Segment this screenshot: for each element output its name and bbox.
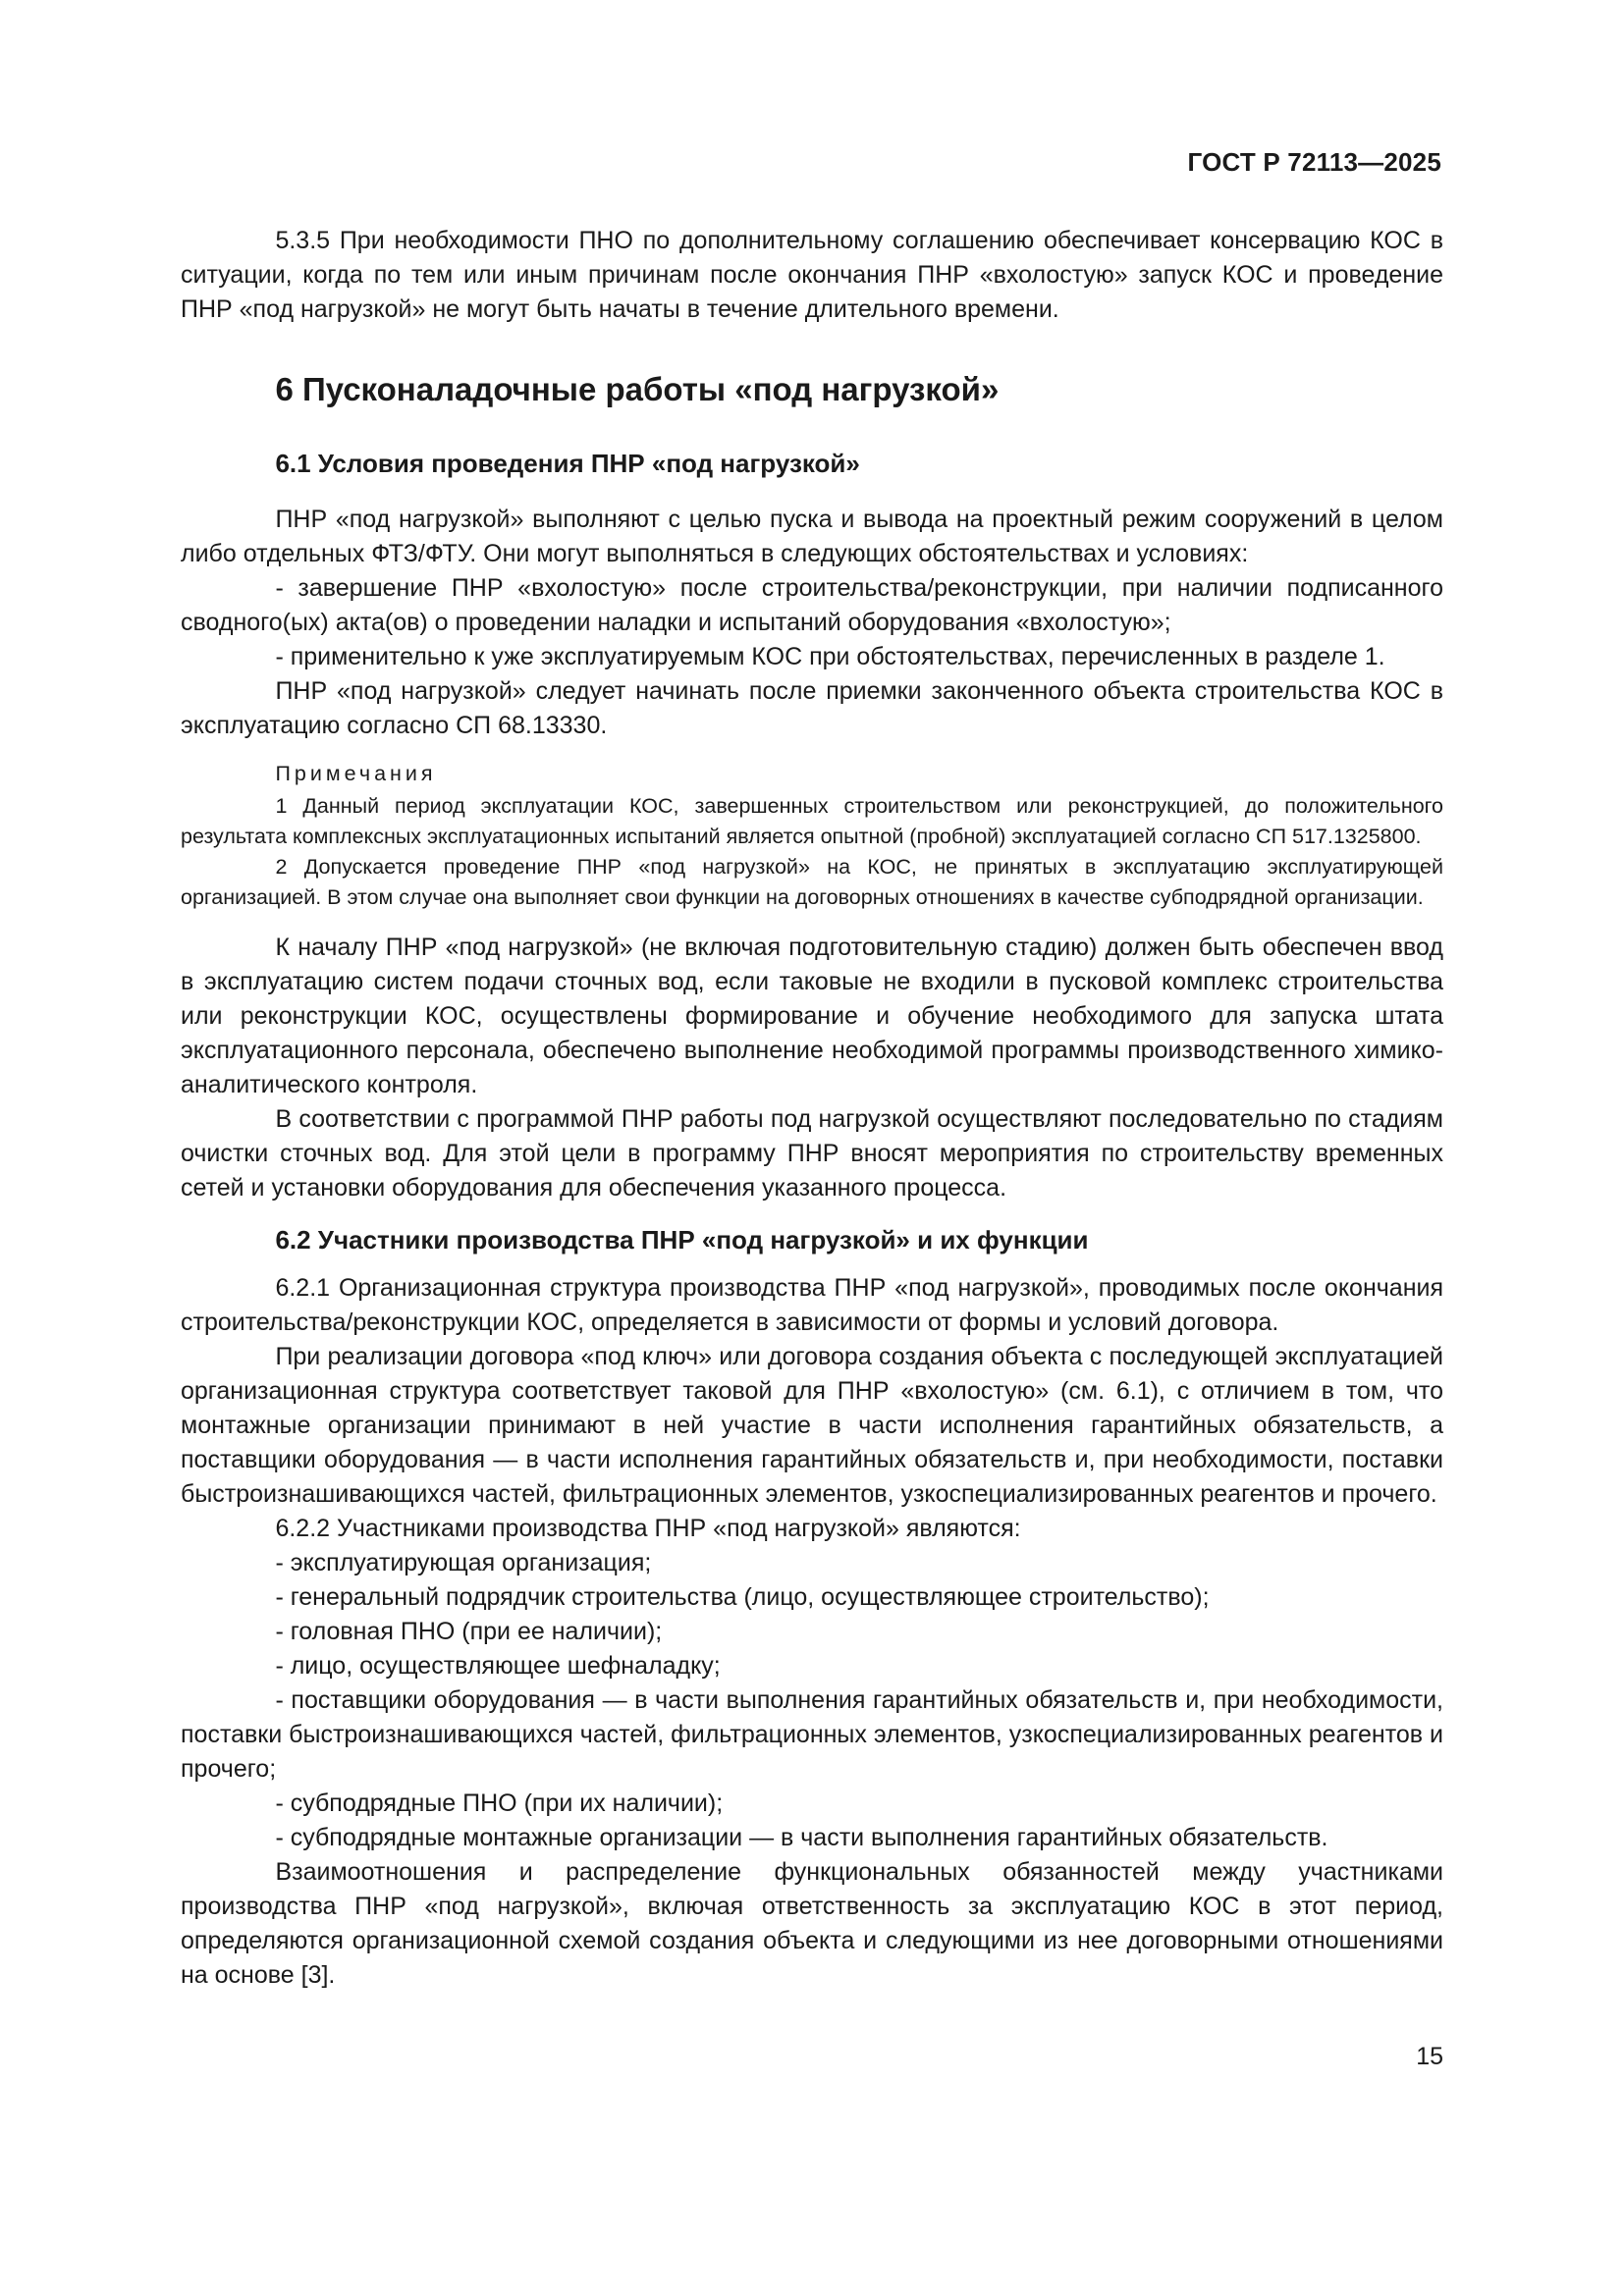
list-item: - завершение ПНР «вхолостую» после строительства/реконструкции, при наличии подписанного сводного(ых) акта(ов) о проведении наладки и испытаний оборудования «вхолостую»; xyxy=(181,574,1443,636)
notes-title: Примечания xyxy=(275,762,437,785)
paragraph-6-1-program: В соответствии с программой ПНР работы под нагрузкой осуществляют последовательно по стадиям очистки сточных вод. Для этой цели в программу ПНР вносят мероприятия по строительству временных сетей и установки оборудования для обеспечения указанного процесса. xyxy=(181,1105,1443,1201)
page-number: 15 xyxy=(1416,2043,1443,2070)
list-item: - субподрядные ПНО (при их наличии); xyxy=(275,1789,724,1817)
subsection-6-2-heading: 6.2 Участники производства ПНР «под нагрузкой» и их функции xyxy=(275,1225,1089,1255)
list-item: - поставщики оборудования — в части выполнения гарантийных обязательств и, при необходимости, поставки быстроизнашивающихся частей, фильтрационных элементов, узкоспециализированных реагентов и прочего; xyxy=(181,1686,1443,1783)
list-item: - лицо, осуществляющее шефналадку; xyxy=(275,1652,721,1680)
paragraph-6-1-start: К началу ПНР «под нагрузкой» (не включая подготовительную стадию) должен быть обеспечен ввод в эксплуатацию систем подачи сточных вод, если таковые не входили в пусковой комплекс строительства или реконструкции КОС, осуществлены формирование и обучение необходимого для запуска штата эксплуатационного персонала, обеспечено выполнение необходимой программы производственного химико-аналитического контроля. xyxy=(181,934,1443,1098)
notes-block xyxy=(181,759,1443,913)
list-item: - эксплуатирующая организация; xyxy=(275,1549,652,1576)
paragraph-6-2-1: 6.2.1 Организационная структура производства ПНР «под нагрузкой», проводимых после окончания строительства/реконструкции КОС, определяется в зависимости от формы и условий договора. xyxy=(181,1274,1443,1336)
list-item: - головная ПНО (при ее наличии); xyxy=(275,1618,663,1645)
standard-code-header: ГОСТ Р 72113—2025 xyxy=(1187,147,1441,177)
list-item: - применительно к уже эксплуатируемым КОС при обстоятельствах, перечисленных в разделе 1. xyxy=(275,643,1385,670)
paragraph-6-2-turnkey: При реализации договора «под ключ» или договора создания объекта с последующей эксплуатацией организационная структура соответствует таковой для ПНР «вхолостую» (см. 6.1), с отличием в том, что монтажные организации принимают в ней участие в части исполнения гарантийных обязательств, а поставщики оборудования — в части исполнения гарантийных обязательств и, при необходимости, поставки быстроизнашивающихся частей, фильтрационных элементов, узкоспециализированных реагентов и прочего. xyxy=(181,1343,1443,1508)
list-item: - генеральный подрядчик строительства (лицо, осуществляющее строительство); xyxy=(275,1583,1210,1611)
paragraph-6-2-relations: Взаимоотношения и распределение функциональных обязанностей между участниками производства ПНР «под нагрузкой», включая ответственность за эксплуатацию КОС в этот период, определяются организационной схемой создания объекта и следующими из нее договорными отношениями на основе [3]. xyxy=(181,1858,1443,1989)
note-item: 1 Данный период эксплуатации КОС, завершенных строительством или реконструкцией, до положительного результата комплексных эксплуатационных испытаний является опытной (пробной) эксплуатацией согласно СП 517.1325800. xyxy=(181,794,1443,848)
list-item: - субподрядные монтажные организации — в части выполнения гарантийных обязательств. xyxy=(275,1824,1328,1851)
page-content xyxy=(181,224,1443,1993)
subsection-6-1-heading: 6.1 Условия проведения ПНР «под нагрузкой» xyxy=(275,449,860,478)
section-6-heading: 6 Пусконаладочные работы «под нагрузкой» xyxy=(275,371,1000,407)
note-item: 2 Допускается проведение ПНР «под нагрузкой» на КОС, не принятых в эксплуатацию эксплуатирующей организацией. В этом случае она выполняет свои функции на договорных отношениях в качестве субподрядной организации. xyxy=(181,855,1443,909)
paragraph-5-3-5: 5.3.5 При необходимости ПНО по дополнительному соглашению обеспечивает консервацию КОС в ситуации, когда по тем или иным причинам после окончания ПНР «вхолостую» запуск КОС и проведение ПНР «под нагрузкой» не могут быть начаты в течение длительного времени. xyxy=(181,227,1443,323)
paragraph-6-1-acceptance: ПНР «под нагрузкой» следует начинать после приемки законченного объекта строительства КОС в эксплуатацию согласно СП 68.13330. xyxy=(181,677,1443,739)
paragraph-6-1-intro: ПНР «под нагрузкой» выполняют с целью пуска и вывода на проектный режим сооружений в целом либо отдельных ФТЗ/ФТУ. Они могут выполняться в следующих обстоятельствах и условиях: xyxy=(181,506,1443,567)
paragraph-6-2-2: 6.2.2 Участниками производства ПНР «под нагрузкой» являются: xyxy=(275,1515,1021,1542)
